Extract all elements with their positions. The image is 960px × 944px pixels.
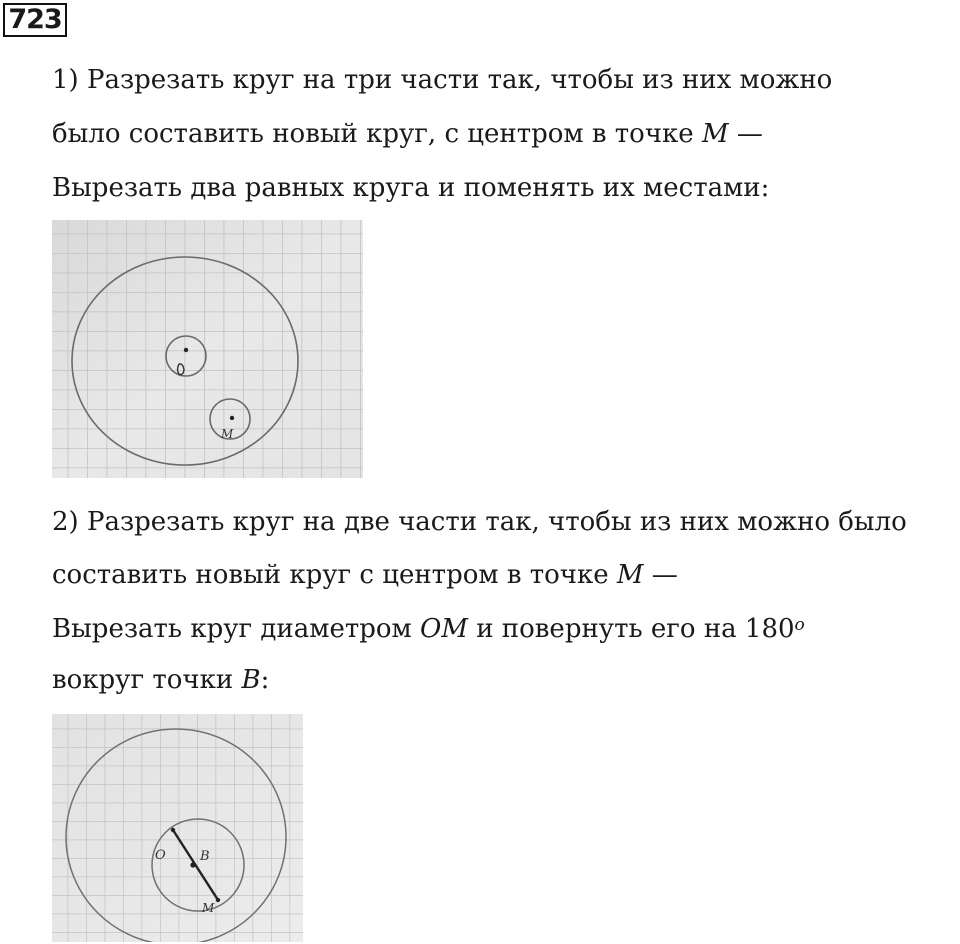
part1-line3: Вырезать два равных круга и поменять их местами: <box>52 173 770 203</box>
var-b: B <box>241 665 261 695</box>
var-om: OM <box>420 614 468 644</box>
part1-line2: было составить новый круг, с центром в точке M — <box>52 119 763 149</box>
figure-2-photo <box>52 714 303 942</box>
label-m: M <box>202 901 215 915</box>
part2-line2: составить новый круг с центром в точке M — <box>52 560 678 590</box>
part2-line4: вокруг точки B: <box>52 665 270 695</box>
label-b: B <box>200 849 210 864</box>
var-m: M <box>616 560 644 590</box>
var-m: M <box>701 119 729 149</box>
label-o: O <box>155 848 166 863</box>
task-number: 723 <box>3 3 67 37</box>
part2-line3: Вырезать круг диаметром OM и повернуть его на 180$^o$ <box>52 614 805 644</box>
part1-line1: 1) Разрезать круг на три части так, чтобы из них можно <box>52 65 833 95</box>
figure-1-photo <box>52 220 363 478</box>
part2-line1: 2) Разрезать круг на две части так, чтобы из них можно было <box>52 507 907 537</box>
degree-sign: o <box>794 615 805 635</box>
label-m: M <box>221 427 234 441</box>
